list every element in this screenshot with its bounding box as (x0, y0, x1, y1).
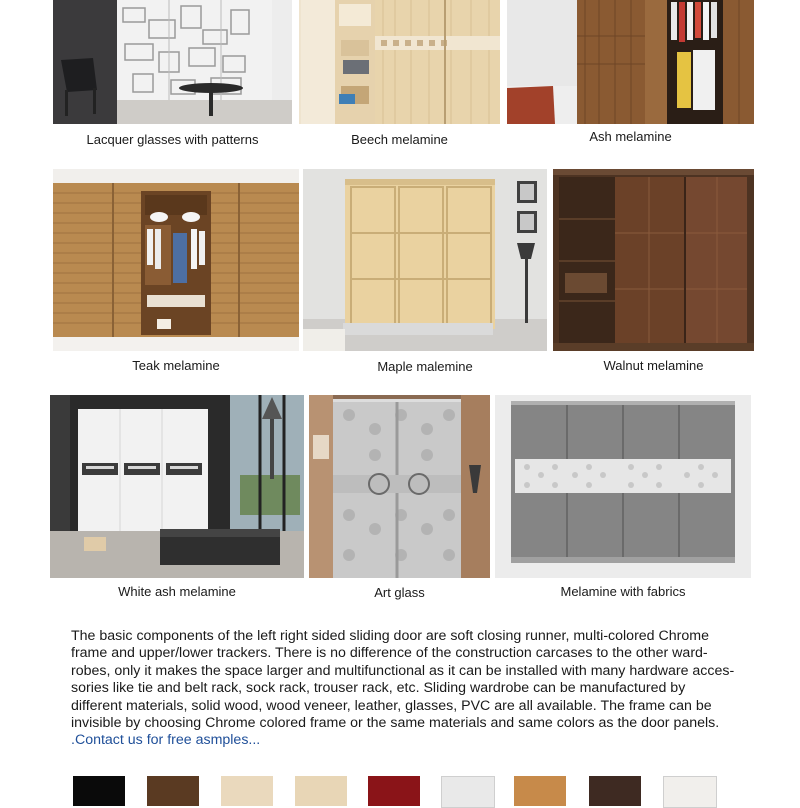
color-swatch-teak[interactable] (514, 776, 566, 806)
description-line: sories like tie and belt rack, sock rack, trouser rack, etc. Sliding wardrobe can be manufactured by (71, 680, 686, 697)
wardrobe-image-maple (303, 169, 547, 351)
caption-fabrics: Melamine with fabrics (560, 584, 686, 599)
wardrobe-image-art-glass (309, 395, 490, 578)
color-swatch-silver[interactable] (441, 776, 495, 808)
color-swatch-beech[interactable] (295, 776, 347, 806)
description-line: robes, only it makes the space larger and multifunctional as it can be installed with many hardware acces- (71, 662, 735, 679)
wardrobe-image-lacquer-glass (53, 0, 292, 124)
color-swatch-black[interactable] (73, 776, 125, 806)
wardrobe-image-beech (299, 0, 500, 124)
caption-walnut: Walnut melamine (603, 358, 704, 373)
wardrobe-image-fabrics (495, 395, 751, 578)
color-swatch-red[interactable] (368, 776, 420, 806)
caption-teak: Teak melamine (132, 358, 220, 373)
color-swatch-dark-brown[interactable] (147, 776, 199, 806)
caption-white-ash: White ash melamine (118, 584, 236, 599)
description-line: frame and upper/lower trackers. There is no difference of the construction carcases to the other ward- (71, 645, 708, 662)
caption-ash: Ash melamine (589, 129, 672, 144)
contact-link[interactable]: .Contact us for free asmples... (71, 732, 261, 749)
wardrobe-image-teak (53, 169, 299, 351)
color-swatch-walnut[interactable] (589, 776, 641, 806)
caption-beech: Beech melamine (351, 132, 448, 147)
color-swatch-white[interactable] (663, 776, 717, 808)
caption-lacquer-glass: Lacquer glasses with patterns (86, 132, 259, 147)
wardrobe-image-white-ash (50, 395, 304, 578)
color-swatch-light-maple[interactable] (221, 776, 273, 806)
wardrobe-image-ash (507, 0, 754, 124)
description-paragraph (71, 628, 761, 750)
description-line: The basic components of the left right sided sliding door are soft closing runner, multi-colored Chrome (71, 628, 709, 644)
wardrobe-image-walnut (553, 169, 754, 351)
description-line: invisible by choosing Chrome colored frame or the same materials and same colors as the door panels. (71, 715, 720, 732)
description-line: different materials, solid wood, wood veneer, leather, glasses, PVC are all available. The frame can be (71, 697, 712, 714)
caption-maple: Maple malemine (377, 359, 473, 374)
caption-art-glass: Art glass (374, 585, 425, 600)
